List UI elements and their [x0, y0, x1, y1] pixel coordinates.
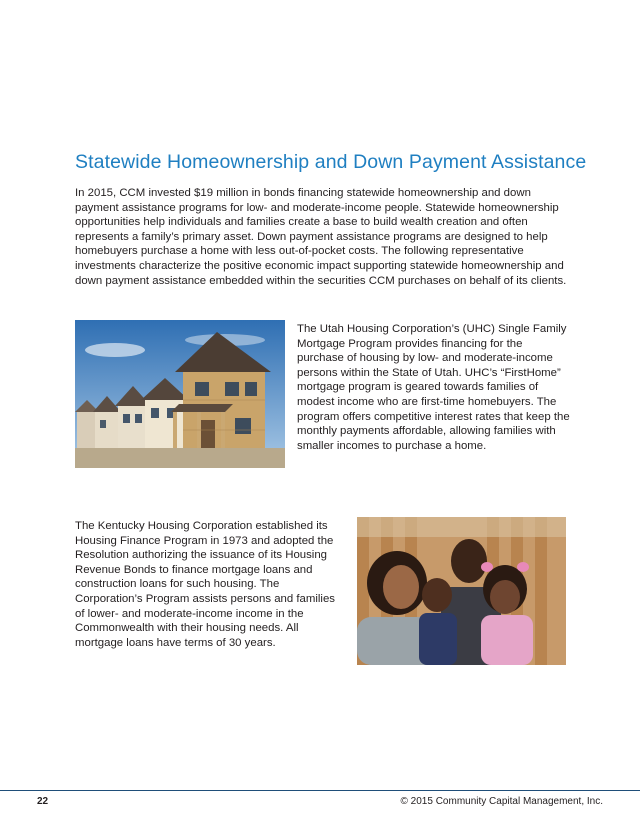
page-title: Statewide Homeownership and Down Payment Assistance — [75, 151, 587, 173]
utah-housing-paragraph: The Utah Housing Corporation’s (UHC) Single Family Mortgage Program provides financing for the purchase of housing by low- and moderate-income persons within the State of Utah. UHC’s “FirstHome” mortgage program is geared towards families of modest income who are first-time homebuyers. The program offers competitive interest rates that keep the monthly payments affordable, allowing families with smaller incomes to purchase a home. — [297, 323, 570, 452]
intro-paragraph: In 2015, CCM invested $19 million in bonds financing statewide homeownership and down payment assistance programs for low- and moderate-income people. Statewide homeownership opportunities help individuals and families create a base to build wealth creation and often represents a family’s primary asset. Down payment assistance programs are designed to help homebuyers purchase a home with less out-of-pocket costs. The following representative investments characterize the positive economic impact supporting statewide homeownership and down payment assistance embedded within the securities CCM purchases on behalf of its clients. — [75, 187, 567, 287]
houses-under-construction-photo — [75, 320, 285, 468]
kentucky-housing-paragraph: The Kentucky Housing Corporation established its Housing Finance Program in 1973 and adopted the Resolution authorizing the issuance of its Housing Revenue Bonds to finance mortgage loans and construction loans for such housing. The Corporation’s Program assists persons and families of lower- and moderate-income income in the Commonwealth with their housing needs. All mortgage loans have terms of 30 years. — [75, 520, 335, 649]
family-photo — [357, 517, 566, 665]
page-number: 22 — [37, 796, 49, 807]
copyright-notice: © 2015 Community Capital Management, Inc. — [400, 796, 603, 807]
footer-divider — [0, 790, 640, 791]
